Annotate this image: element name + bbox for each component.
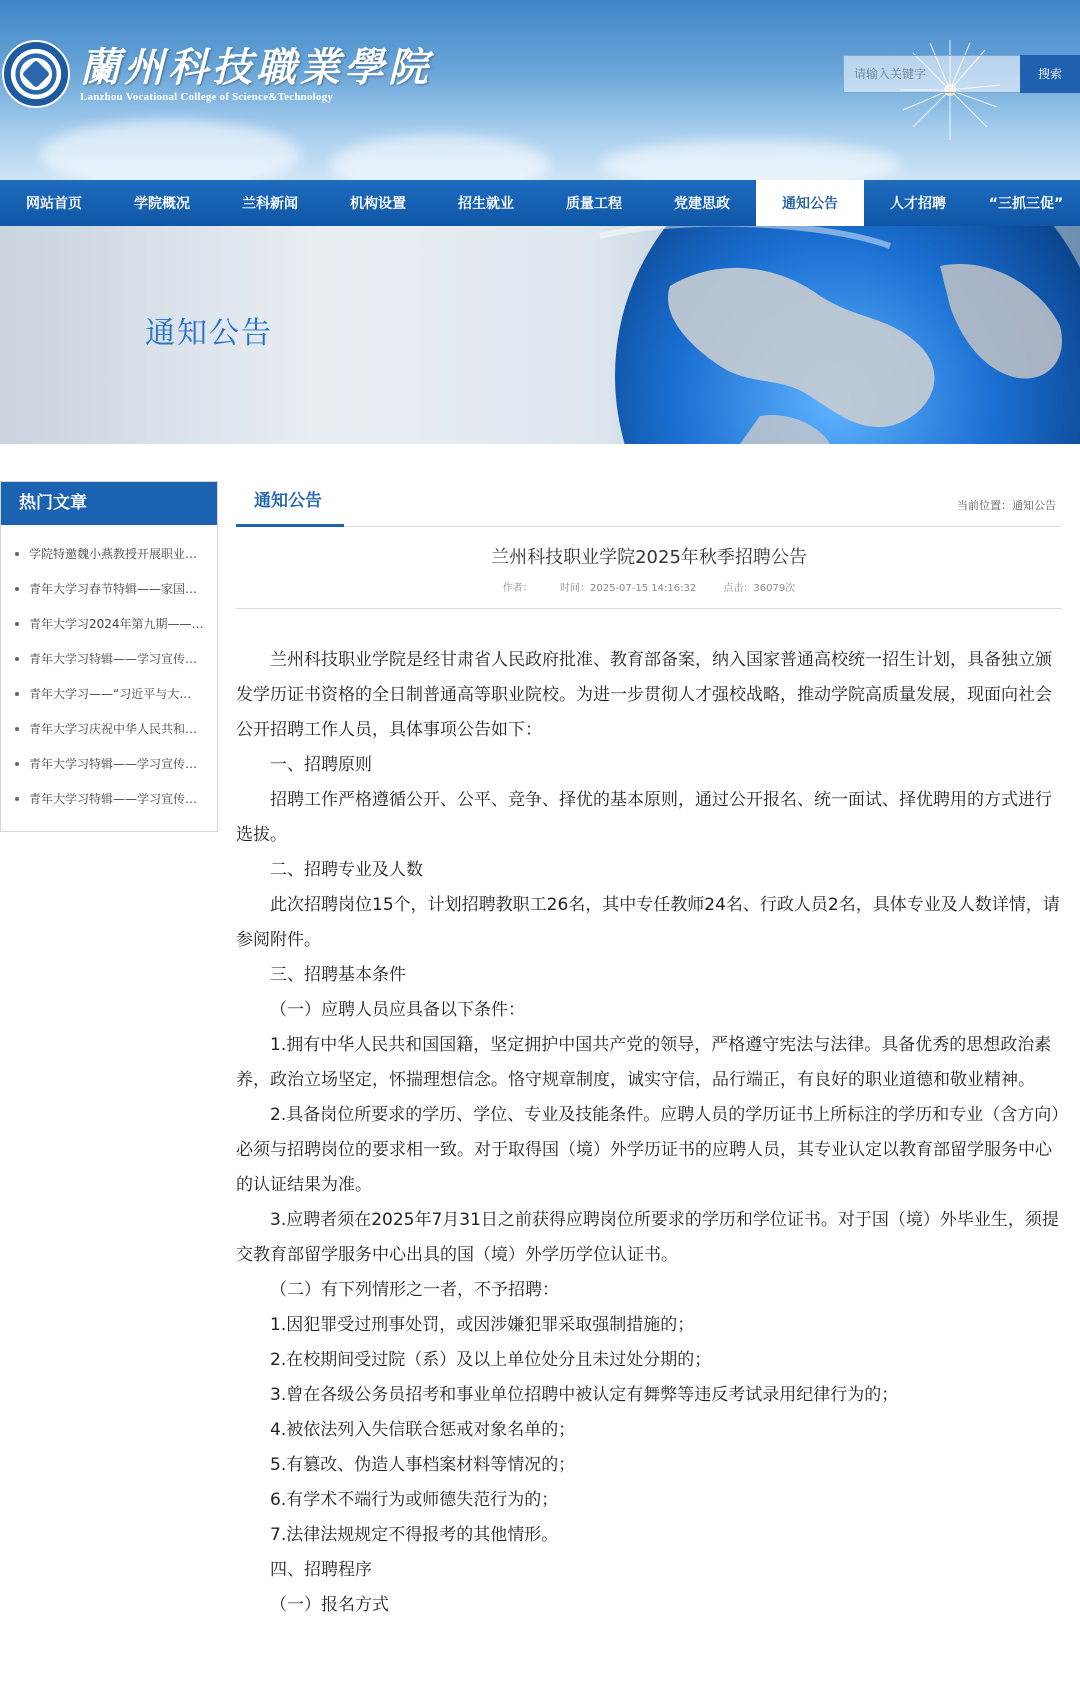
- page-banner: [0, 226, 1080, 444]
- main-nav: [0, 180, 1080, 226]
- divider: [236, 608, 1062, 609]
- hot-articles-sidebar: [0, 481, 218, 832]
- article-clicks: 点击：36079次: [723, 583, 796, 594]
- article-paragraph: 招聘工作严格遵循公开、公平、竞争、择优的基本原则，通过公开报名、统一面试、择优聘用的方式进行选拔。: [236, 790, 1052, 845]
- site-header: [0, 0, 1080, 180]
- nav-item-party[interactable]: 党建思政: [674, 196, 730, 212]
- nav-item-departments[interactable]: 机构设置: [350, 196, 406, 212]
- nav-item-san-zhua-san-cu[interactable]: “三抓三促”: [988, 196, 1064, 212]
- list-item: 2.在校期间受过院（系）及以上单位处分且未过处分期的；: [270, 1350, 712, 1370]
- article-paragraph: 此次招聘岗位15个，计划招聘教职工26名，其中专任教师24名、行政人员2名，具体专业及人数详情，请参阅附件。: [236, 895, 1060, 950]
- bullet-icon: [15, 622, 19, 626]
- college-name-en: Lanzhou Vocational College of Science&Technology: [80, 91, 334, 103]
- list-item: 1.因犯罪受过刑事处罚，或因涉嫌犯罪采取强制措施的；: [270, 1315, 695, 1335]
- section-heading: 一、招聘原则: [270, 755, 372, 775]
- nav-item-overview[interactable]: 学院概况: [134, 196, 190, 212]
- sidebar-article-link[interactable]: 青年大学习春节特辑——家国…: [1, 576, 217, 611]
- nav-item-news[interactable]: 兰科新闻: [242, 196, 298, 212]
- search-button[interactable]: 搜索: [1020, 55, 1080, 93]
- section-tab-bar: [236, 481, 1062, 527]
- list-item: 6.有学术不端行为或师德失范行为的；: [270, 1490, 559, 1510]
- bullet-icon: [15, 727, 19, 731]
- search-input[interactable]: 请输入关键字: [843, 55, 1021, 93]
- article-paragraph: 1.拥有中华人民共和国国籍，坚定拥护中国共产党的领导，严格遵守宪法与法律。具备优秀的思想政治素养，政治立场坚定，怀揣理想信念。恪守规章制度，诚实守信，品行端正，有良好的职业道德和敬业精神。: [236, 1035, 1052, 1090]
- globe-icon: [560, 226, 1080, 444]
- college-logo[interactable]: [2, 40, 432, 108]
- article-time: 时间：2025-07-15 14:16:32: [559, 583, 697, 594]
- article-paragraph: 兰州科技职业学院是经甘肃省人民政府批准、教育部备案，纳入国家普通高校统一招生计划，具备独立颁发学历证书资格的全日制普通高等职业院校。为进一步贯彻人才强校战略，推动学院高质量发展，现面向社会公开招聘工作人员，具体事项公告如下：: [236, 650, 1052, 740]
- nav-item-notices[interactable]: 通知公告: [756, 180, 864, 226]
- article-meta: [236, 579, 1062, 594]
- list-item: 4.被依法列入失信联合惩戒对象名单的；: [270, 1420, 576, 1440]
- article-title: 兰州科技职业学院2025年秋季招聘公告: [491, 547, 807, 568]
- section-heading: 四、招聘程序: [270, 1560, 372, 1580]
- section-heading: 三、招聘基本条件: [270, 965, 406, 985]
- article-paragraph: 2.具备岗位所要求的学历、学位、专业及技能条件。应聘人员的学历证书上所标注的学历和专业（含方向）必须与招聘岗位的要求相一致。对于取得国（境）外学历证书的应聘人员，其专业认定以教育部留学服务中心的认证结果为准。: [236, 1105, 1060, 1195]
- cloud-decoration: [600, 140, 900, 180]
- nav-item-quality[interactable]: 质量工程: [566, 196, 622, 212]
- sidebar-article-link[interactable]: 青年大学习特辑——学习宣传…: [1, 646, 217, 681]
- cloud-decoration: [40, 120, 300, 180]
- main-content: [236, 481, 1062, 1623]
- sidebar-article-link[interactable]: 青年大学习——“习近平与大…: [1, 681, 217, 716]
- college-seal-icon: [2, 40, 70, 108]
- list-item: 7.法律法规规定不得报考的其他情形。: [270, 1525, 559, 1545]
- sidebar-article-link[interactable]: 学院特邀魏小燕教授开展职业…: [1, 541, 217, 576]
- bullet-icon: [15, 587, 19, 591]
- sidebar-article-link[interactable]: 青年大学习庆祝中华人民共和…: [1, 716, 217, 751]
- article-author: 作者：: [502, 583, 533, 594]
- nav-item-home[interactable]: 网站首页: [26, 196, 82, 212]
- sidebar-title: 热门文章: [1, 482, 217, 525]
- list-item: 5.有篡改、伪造人事档案材料等情况的；: [270, 1455, 576, 1475]
- nav-item-recruitment[interactable]: 人才招聘: [890, 196, 946, 212]
- subsection-heading: （一）应聘人员应具备以下条件：: [270, 1000, 525, 1020]
- sidebar-article-link[interactable]: 青年大学习2024年第九期——…: [1, 611, 217, 646]
- bullet-icon: [15, 797, 19, 801]
- bullet-icon: [15, 552, 19, 556]
- banner-title: 通知公告: [145, 316, 273, 351]
- sidebar-article-link[interactable]: 青年大学习特辑——学习宣传…: [1, 751, 217, 786]
- cloud-decoration: [330, 135, 550, 180]
- sidebar-article-link[interactable]: 青年大学习特辑——学习宣传…: [1, 786, 217, 821]
- section-heading: 二、招聘专业及人数: [270, 860, 423, 880]
- nav-item-admissions[interactable]: 招生就业: [458, 196, 514, 212]
- breadcrumb: 当前位置：通知公告: [957, 499, 1056, 512]
- subsection-heading: （二）有下列情形之一者，不予招聘：: [270, 1280, 559, 1300]
- section-title: 通知公告: [236, 481, 344, 527]
- article-body: [236, 643, 1062, 1623]
- article-paragraph: 3.应聘者须在2025年7月31日之前获得应聘岗位所要求的学历和学位证书。对于国（境）外毕业生，须提交教育部留学服务中心出具的国（境）外学历学位认证书。: [236, 1210, 1059, 1265]
- subsection-heading: （一）报名方式: [270, 1595, 389, 1615]
- bullet-icon: [15, 762, 19, 766]
- bullet-icon: [15, 657, 19, 661]
- list-item: 3.曾在各级公务员招考和事业单位招聘中被认定有舞弊等违反考试录用纪律行为的；: [270, 1385, 899, 1405]
- college-name-cn: 蘭州科技職業學院: [80, 44, 432, 91]
- bullet-icon: [15, 692, 19, 696]
